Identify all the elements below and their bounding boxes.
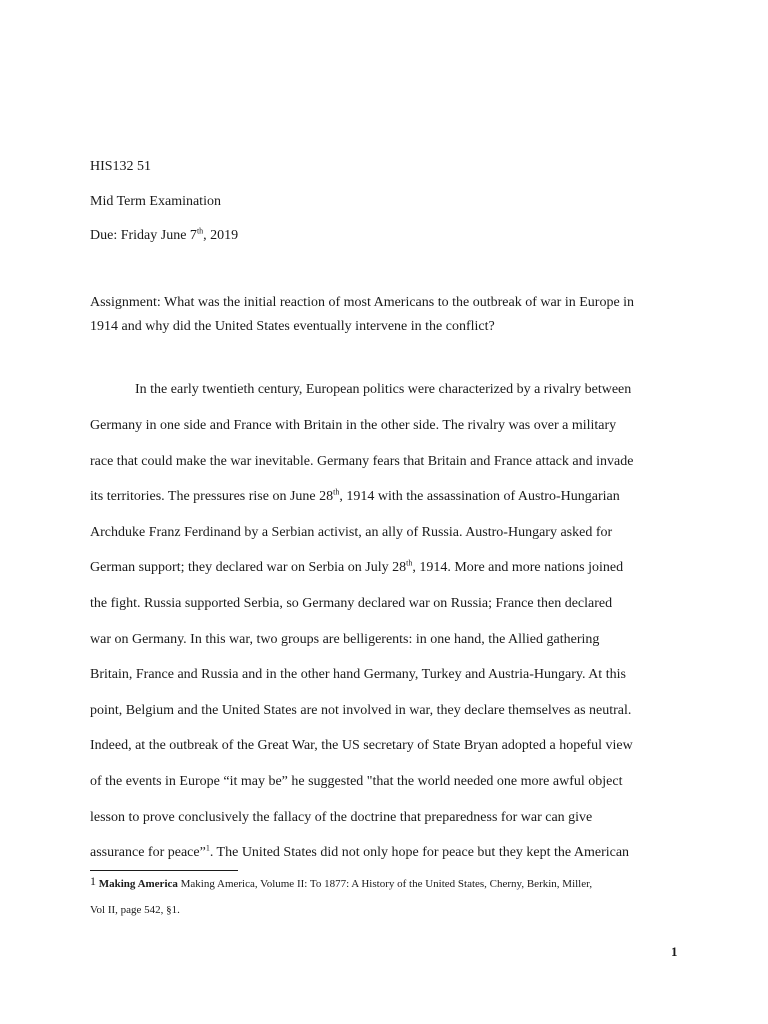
body-line — [90, 488, 620, 506]
body-line: war on Germany. In this war, two groups are belligerents: in one hand, the Allied gathering — [90, 632, 600, 647]
footnote-line-2: Vol II, page 542, §1. — [90, 904, 180, 916]
body-line: lesson to prove conclusively the fallacy of the doctrine that preparedness for war can give — [90, 810, 593, 825]
footnote-citation: Making America, Volume II: To 1877: A History of the United States, Cherny, Berkin, Miller, — [177, 878, 593, 890]
body-line: point, Belgium and the United States are not involved in war, they declare themselves as neutral. — [90, 703, 632, 718]
body-text: . The United States did not only hope for peace but they kept the American — [209, 845, 630, 860]
exam-title: Mid Term Examination — [90, 194, 221, 209]
body-text: , 1914. More and more nations joined — [412, 560, 624, 575]
body-line: Britain, France and Russia and in the other hand Germany, Turkey and Austria-Hungary. At this — [90, 667, 626, 682]
footnote-line-1 — [90, 874, 593, 891]
body-line — [90, 844, 629, 862]
body-text: its territories. The pressures rise on June 28 — [90, 489, 334, 504]
body-line: Indeed, at the outbreak of the Great War, the US secretary of State Bryan adopted a hopeful view — [90, 738, 633, 753]
body-line: race that could make the war inevitable. Germany fears that Britain and France attack and invade — [90, 454, 634, 469]
page-number: 1 — [671, 944, 678, 959]
assignment-line-2: 1914 and why did the United States eventually intervene in the conflict? — [90, 319, 495, 334]
body-line: Germany in one side and France with Britain in the other side. The rivalry was over a military — [90, 418, 617, 433]
due-date — [90, 227, 238, 245]
footnote-reference: 1 — [205, 843, 210, 853]
body-line: of the events in Europe “it may be” he suggested "that the world needed one more awful object — [90, 774, 623, 789]
body-line: the fight. Russia supported Serbia, so Germany declared war on Russia; France then declared — [90, 596, 613, 611]
ordinal-sup: th — [333, 487, 340, 497]
body-text: assurance for peace” — [90, 845, 206, 860]
ordinal-sup: th — [406, 558, 413, 568]
body-line — [90, 559, 623, 577]
footnote-bold-title: Making America — [98, 878, 178, 890]
due-date-sup: th — [196, 226, 204, 236]
footnote-separator — [90, 870, 238, 871]
assignment-line-1: Assignment: What was the initial reaction of most Americans to the outbreak of war in Europe in — [90, 295, 635, 310]
body-text: , 1914 with the assassination of Austro-Hungarian — [339, 489, 620, 504]
course-code: HIS132 51 — [90, 159, 152, 174]
due-date-text: Due: Friday June 7 — [90, 228, 197, 243]
body-text: German support; they declared war on Serbia on July 28 — [90, 560, 407, 575]
due-date-year: , 2019 — [203, 228, 239, 243]
body-line: Archduke Franz Ferdinand by a Serbian activist, an ally of Russia. Austro-Hungary asked for — [90, 525, 613, 540]
body-line: In the early twentieth century, European politics were characterized by a rivalry between — [135, 382, 632, 397]
footnote-mark: 1 — [90, 874, 96, 888]
